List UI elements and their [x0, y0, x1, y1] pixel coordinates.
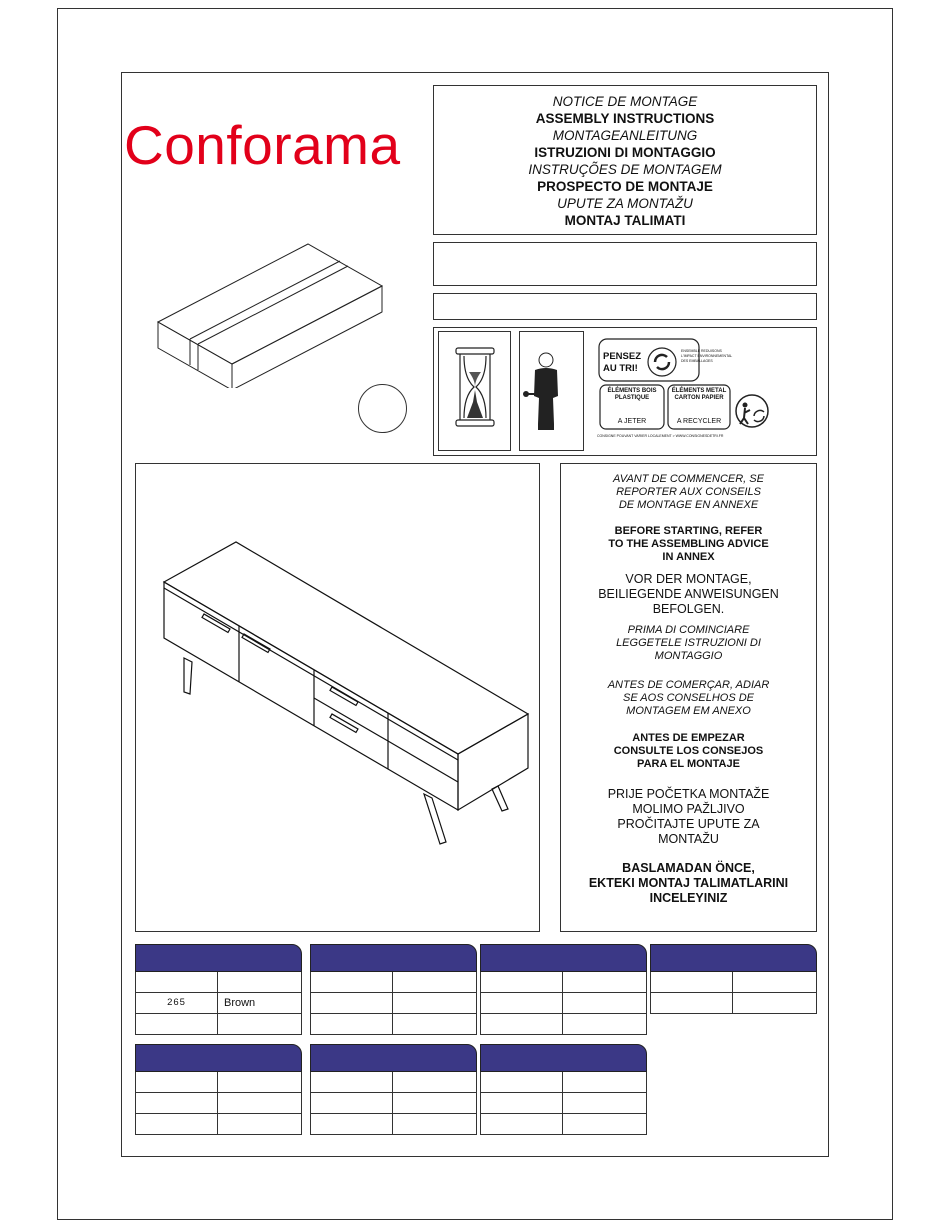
au-tri-label: AU TRI! — [603, 363, 638, 374]
right-bin-action: A RECYCLER — [676, 418, 722, 425]
title-it: ISTRUZIONI DI MONTAGGIO — [534, 145, 716, 160]
pensez-label: PENSEZ — [603, 351, 642, 362]
one-person-panel — [519, 331, 584, 451]
table-header — [135, 1044, 302, 1072]
table-row — [480, 993, 647, 1014]
title-en: ASSEMBLY INSTRUCTIONS — [535, 111, 715, 126]
product-table-5 — [135, 1044, 302, 1135]
table-row — [310, 1072, 477, 1093]
table-header — [135, 944, 302, 972]
title-de: MONTAGEANLEITUNG — [552, 128, 698, 143]
table-header — [310, 1044, 477, 1072]
product-table-7 — [480, 1044, 647, 1135]
table-header — [480, 1044, 647, 1072]
one-person-icon — [520, 332, 583, 450]
title-hr: UPUTE ZA MONTAŽU — [557, 196, 693, 211]
blank-reference-box — [433, 242, 817, 286]
color-value: Brown — [218, 993, 302, 1014]
blank-circle — [358, 384, 407, 433]
table-row — [480, 1114, 647, 1135]
product-table-2 — [310, 944, 477, 1035]
left-bin-action: A JETER — [617, 418, 647, 425]
table-row — [310, 1093, 477, 1114]
advice-fr: AVANT DE COMMENCER, SE REPORTER AUX CONSEILS DE MONTAGE EN ANNEXE — [613, 473, 764, 511]
advice-hr: PRIJE POČETKA MONTAŽE MOLIMO PAŽLJIVO PROČITAJTE UPUTE ZA MONTAŽU — [607, 787, 770, 846]
recycling-footer: CONSIGNE POUVANT VARIER LOCALEMENT > WWW.CONSIGNESDETRI.FR — [597, 434, 724, 438]
triman-icon — [732, 392, 772, 432]
right-bin-label: ÉLÉMENTS METAL CARTON PAPIER — [671, 388, 727, 401]
title-fr: NOTICE DE MONTAGE — [552, 94, 698, 109]
recycling-label — [595, 335, 733, 443]
product-table-1 — [135, 944, 302, 1035]
reference-code: 265 — [135, 993, 218, 1014]
product-table-6 — [310, 1044, 477, 1135]
table-header — [310, 944, 477, 972]
table-header — [480, 944, 647, 972]
table-header — [650, 944, 817, 972]
table-row — [310, 993, 477, 1014]
blank-code-box — [433, 293, 817, 320]
pensez-text — [603, 351, 641, 375]
table-row — [135, 1114, 302, 1135]
advice-pt: ANTES DE COMERÇAR, ADIAR SE AOS CONSELHOS DE MONTAGEM EM ANEXO — [607, 679, 770, 717]
advice-tr: BASLAMADAN ÖNCE, EKTEKI MONTAJ TALIMATLARINI INCELEYINIZ — [588, 861, 789, 905]
table-row — [310, 1014, 477, 1035]
table-row — [135, 993, 302, 1014]
recycling-side-text: ENSEMBLE REDUISONS L'IMPACT ENVIRONNEMENTAL DES EMBALLAGES — [681, 349, 733, 363]
table-row — [650, 972, 817, 993]
table-row — [310, 1114, 477, 1135]
tv-cabinet-illustration — [136, 464, 539, 931]
table-row — [480, 1093, 647, 1114]
advice-en: BEFORE STARTING, REFER TO THE ASSEMBLING ADVICE IN ANNEX — [608, 525, 769, 563]
table-row — [480, 1072, 647, 1093]
table-row — [480, 972, 647, 993]
product-table-4 — [650, 944, 817, 1014]
hourglass-icon — [439, 332, 510, 450]
assembly-advice-box — [560, 463, 817, 932]
table-row — [310, 972, 477, 993]
product-table-3 — [480, 944, 647, 1035]
table-row — [135, 972, 302, 993]
table-row — [480, 1014, 647, 1035]
table-row — [135, 1014, 302, 1035]
product-illustration-box — [135, 463, 540, 932]
packaged-box-illustration — [150, 238, 390, 388]
advice-es: ANTES DE EMPEZAR CONSULTE LOS CONSEJOS PARA EL MONTAJE — [613, 732, 764, 770]
table-row — [135, 1093, 302, 1114]
title-es: PROSPECTO DE MONTAJE — [537, 179, 713, 194]
left-bin-label: ÉLÉMENTS BOIS PLASTIQUE — [607, 388, 657, 401]
advice-it: PRIMA DI COMINCIARE LEGGETELE ISTRUZIONI DI MONTAGGIO — [616, 624, 761, 662]
title-pt: INSTRUÇÕES DE MONTAGEM — [528, 162, 722, 177]
title-tr: MONTAJ TALIMATI — [564, 213, 686, 228]
table-row — [650, 993, 817, 1014]
assembly-title-box — [433, 85, 817, 235]
hourglass-panel — [438, 331, 511, 451]
table-row — [135, 1072, 302, 1093]
conforama-logo: Conforama — [124, 114, 401, 176]
advice-de: VOR DER MONTAGE, BEILIEGENDE ANWEISUNGEN BEFOLGEN. — [598, 572, 779, 616]
